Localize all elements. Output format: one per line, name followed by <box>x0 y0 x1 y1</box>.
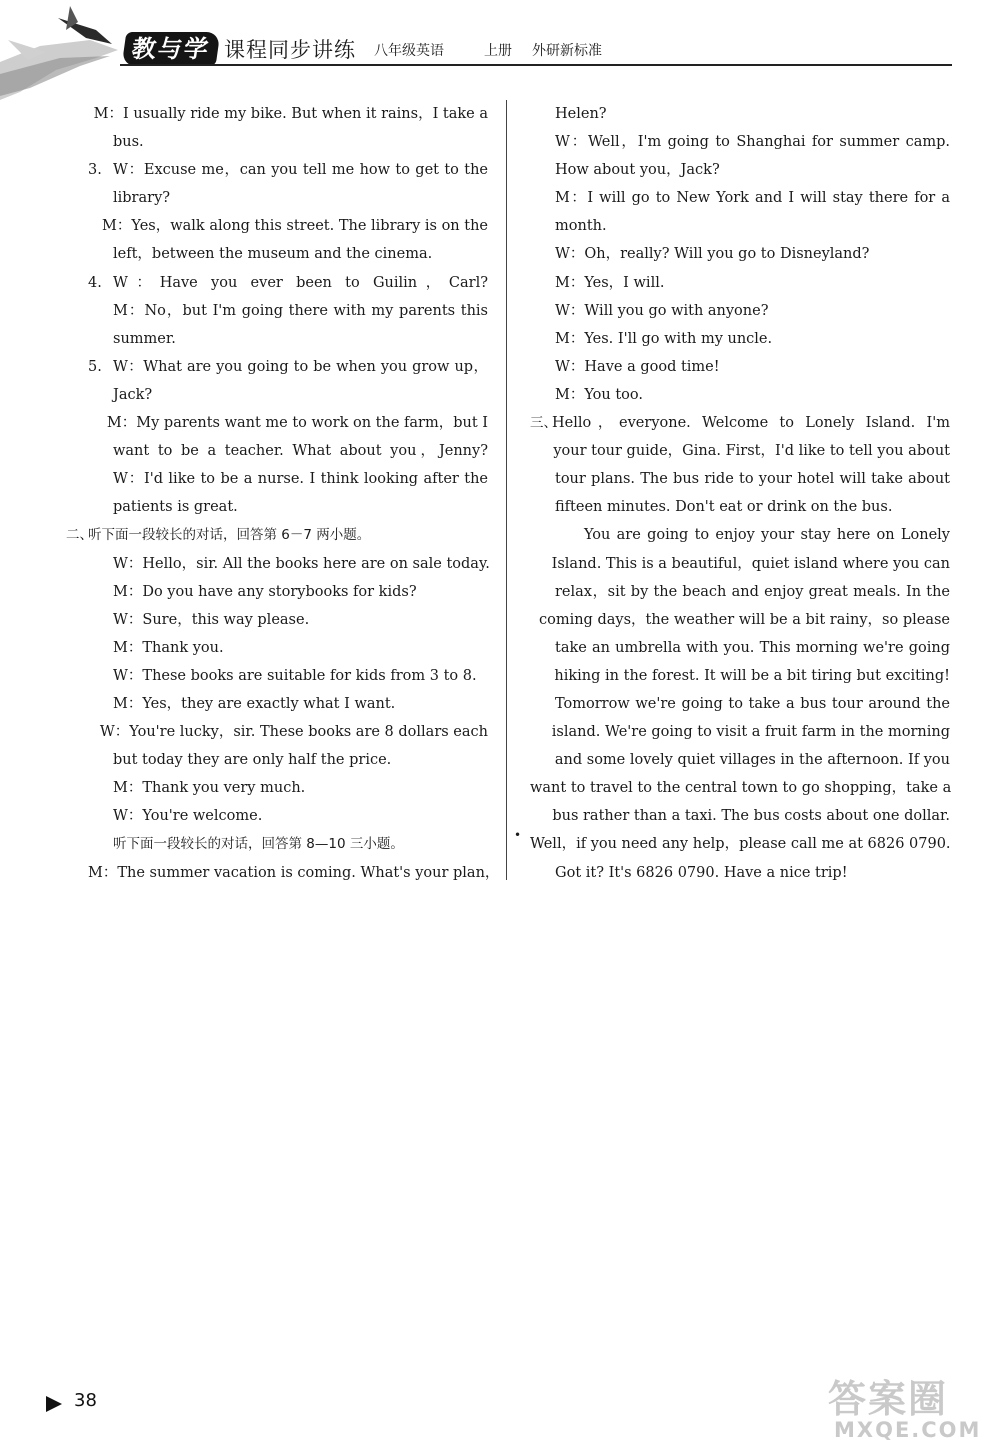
item-label: 三、 <box>530 415 557 432</box>
transcript-line <box>88 493 488 521</box>
line-text: M：I usually ride my bike. But when it rains，I take a <box>93 106 488 122</box>
item-label <box>530 128 555 156</box>
line-text: coming days，the weather will be a bit rainy，so please <box>538 611 950 628</box>
grade-subject: 八年级英语 <box>374 43 444 59</box>
line-text: M：You too. <box>555 386 643 403</box>
transcript-line <box>88 212 488 240</box>
item-label <box>530 578 555 606</box>
transcript-line <box>88 465 488 493</box>
line-text: relax，sit by the beach and enjoy great meals. In the <box>555 583 950 600</box>
transcript-line <box>88 578 488 606</box>
line-text: bus. <box>113 134 144 151</box>
transcript-line <box>530 381 950 409</box>
line-text: W：Sure，this way please. <box>113 611 310 628</box>
line-text: W：What are you going to be when you grow up， <box>113 358 488 375</box>
transcript-line <box>88 409 488 437</box>
watermark-logo: 答案圈 <box>828 1377 949 1421</box>
transcript-line <box>530 634 950 662</box>
transcript-line <box>88 830 488 858</box>
transcript-line <box>88 606 488 634</box>
line-text: W：Will you go with anyone? <box>555 302 769 319</box>
transcript-line <box>530 100 950 128</box>
item-label: 二、 <box>66 527 93 544</box>
item-label <box>88 297 113 325</box>
line-text: W：Oh，really? Will you go to Disneyland? <box>555 246 870 263</box>
line-text: W：Excuse me，can you tell me how to get to the <box>113 162 488 179</box>
transcript-line <box>530 830 950 858</box>
page-header <box>0 0 1000 110</box>
series-title: 课程同步讲练 <box>224 38 356 62</box>
item-label <box>530 662 554 690</box>
item-label <box>530 550 552 578</box>
transcript-line <box>88 774 488 802</box>
item-label <box>530 465 555 493</box>
item-label <box>530 521 584 549</box>
transcript-line <box>88 437 488 465</box>
line-text: W：These books are suitable for kids from 3 to 8. <box>113 667 477 684</box>
transcript-line <box>530 437 950 465</box>
line-text: bus rather than a taxi. The bus costs about one dollar. <box>552 808 950 825</box>
item-label: 5. <box>88 358 102 375</box>
transcript-line <box>88 297 488 325</box>
line-text: Island. This is a beautiful，quiet island where you can <box>551 555 950 572</box>
transcript-line <box>88 100 488 128</box>
transcript-line <box>530 550 950 578</box>
transcript-line <box>88 746 488 774</box>
page-number: 38 <box>74 1390 97 1411</box>
transcript-line <box>530 297 950 325</box>
transcript-line <box>88 718 488 746</box>
transcript-line <box>530 240 950 268</box>
transcript-line <box>530 156 950 184</box>
right-column <box>530 100 950 887</box>
transcript-line <box>530 465 950 493</box>
line-text: M：Thank you very much. <box>113 780 306 797</box>
line-text: W：Well，I'm going to Shanghai for summer camp. <box>555 134 950 151</box>
transcript-line <box>88 156 488 184</box>
line-text: Tomorrow we're going to take a bus tour around the <box>555 695 950 712</box>
edition-label: 外研新标准 <box>532 43 602 59</box>
line-text: month. <box>555 218 607 235</box>
transcript-line <box>530 662 950 690</box>
line-text: take an umbrella with you. This morning we're going <box>555 639 950 656</box>
line-text: 听下面一段较长的对话，回答第 6－7 两小题。 <box>88 527 371 544</box>
item-label <box>530 184 555 212</box>
transcript-line <box>530 606 950 634</box>
transcript-line <box>530 325 950 353</box>
item-label <box>530 634 555 662</box>
item-label <box>530 718 552 746</box>
line-text: fifteen minutes. Don't eat or drink on the bus. <box>555 499 893 516</box>
header-rule <box>120 64 952 66</box>
transcript-line <box>530 521 950 549</box>
transcript-line <box>530 802 950 830</box>
item-label <box>530 690 555 718</box>
transcript-line <box>88 381 488 409</box>
item-label <box>530 746 555 774</box>
line-text: island. We're going to visit a fruit farm in the morning <box>551 724 950 741</box>
item-label <box>88 437 113 465</box>
transcript-line <box>530 184 950 212</box>
item-label <box>530 802 552 830</box>
line-text: You are going to enjoy your stay here on Lonely <box>584 527 950 544</box>
line-text: W：I'd like to be a nurse. I think looking after the <box>113 471 488 488</box>
transcript-line <box>88 690 488 718</box>
item-label: 4. <box>88 274 102 291</box>
transcript-line <box>88 662 488 690</box>
line-text: want to travel to the central town to go shopping，take a <box>530 780 952 797</box>
line-text: patients is great. <box>113 499 238 516</box>
transcript-line <box>88 802 488 830</box>
line-text: W：You're welcome. <box>113 808 263 825</box>
stray-dot: • <box>514 828 522 842</box>
line-text: M：Do you have any storybooks for kids? <box>113 583 417 600</box>
transcript-line <box>530 128 950 156</box>
item-label <box>88 718 100 746</box>
transcript-line <box>88 128 488 156</box>
item-label <box>530 437 553 465</box>
line-text: W：Have a good time! <box>555 358 720 375</box>
item-label <box>88 465 113 493</box>
left-column <box>66 100 500 887</box>
transcript-line <box>88 325 488 353</box>
transcript-line <box>88 240 488 268</box>
line-text: M：Yes. I'll go with my uncle. <box>555 330 773 347</box>
line-text: M：Yes，they are exactly what I want. <box>113 695 396 712</box>
transcript-line <box>88 634 488 662</box>
transcript-line <box>530 859 950 887</box>
transcript-line <box>530 353 950 381</box>
line-text: M：No，but I'm going there with my parents this <box>113 302 488 319</box>
line-text: W：Hello，sir. All the books here are on sale today. <box>113 555 490 572</box>
line-text: Helen? <box>555 106 607 122</box>
transcript-line <box>88 550 488 578</box>
brush-stroke-decoration <box>0 0 130 110</box>
transcript-line <box>88 353 488 381</box>
item-label <box>88 409 107 437</box>
transcript-line <box>530 212 950 240</box>
item-label <box>530 606 539 634</box>
transcript-line <box>66 521 488 549</box>
page-arrow-icon <box>46 1396 62 1412</box>
logo: 教与学 <box>122 32 221 66</box>
line-text: M：My parents want me to work on the farm，but I <box>106 415 488 432</box>
transcript-line <box>530 690 950 718</box>
transcript-line <box>530 774 950 802</box>
line-text: but today they are only half the price. <box>113 752 392 769</box>
transcript-line <box>88 859 500 887</box>
line-text: M：The summer vacation is coming. What's your plan， <box>88 864 500 881</box>
transcript-line <box>530 409 950 437</box>
line-text: Well，if you need any help，please call me at 6826 0790. <box>530 836 951 853</box>
transcript-line <box>88 269 488 297</box>
line-text: library? <box>113 190 171 207</box>
transcript-line <box>530 578 950 606</box>
transcript-line <box>530 269 950 297</box>
line-text: left，between the museum and the cinema. <box>113 246 433 263</box>
item-label: 3. <box>88 162 102 179</box>
transcript-line <box>88 184 488 212</box>
line-text: 听下面一段较长的对话，回答第 8—10 三小题。 <box>113 836 404 853</box>
item-label <box>88 212 102 240</box>
line-text: Hello，everyone. Welcome to Lonely Island. I'm <box>552 415 950 432</box>
line-text: M：I will go to New York and I will stay there for a <box>555 190 950 207</box>
line-text: M：Yes，I will. <box>555 274 665 291</box>
line-text: Jack? <box>113 386 153 403</box>
line-text: M：Yes，walk along this street. The library is on the <box>102 218 488 235</box>
line-text: summer. <box>113 330 176 347</box>
line-text: M：Thank you. <box>113 639 224 656</box>
column-divider <box>506 100 507 880</box>
line-text: want to be a teacher. What about you，Jenny? <box>113 443 488 460</box>
line-text: tour plans. The bus ride to your hotel will take about <box>555 471 950 488</box>
transcript-line <box>530 718 950 746</box>
transcript-line <box>530 746 950 774</box>
line-text: W：Have you ever been to Guilin，Carl? <box>113 274 488 291</box>
watermark-url: MXQE.COM <box>834 1418 982 1442</box>
transcript-line <box>530 493 950 521</box>
line-text: W：You're lucky，sir. These books are 8 dollars each <box>99 724 488 741</box>
volume-label: 上册 <box>484 43 512 59</box>
line-text: hiking in the forest. It will be a bit tiring but exciting! <box>554 667 950 684</box>
line-text: Got it? It's 6826 0790. Have a nice trip! <box>555 864 848 881</box>
line-text: How about you，Jack? <box>555 162 720 179</box>
line-text: your tour guide，Gina. First，I'd like to tell you about <box>553 443 950 460</box>
line-text: and some lovely quiet villages in the afternoon. If you <box>554 752 950 769</box>
